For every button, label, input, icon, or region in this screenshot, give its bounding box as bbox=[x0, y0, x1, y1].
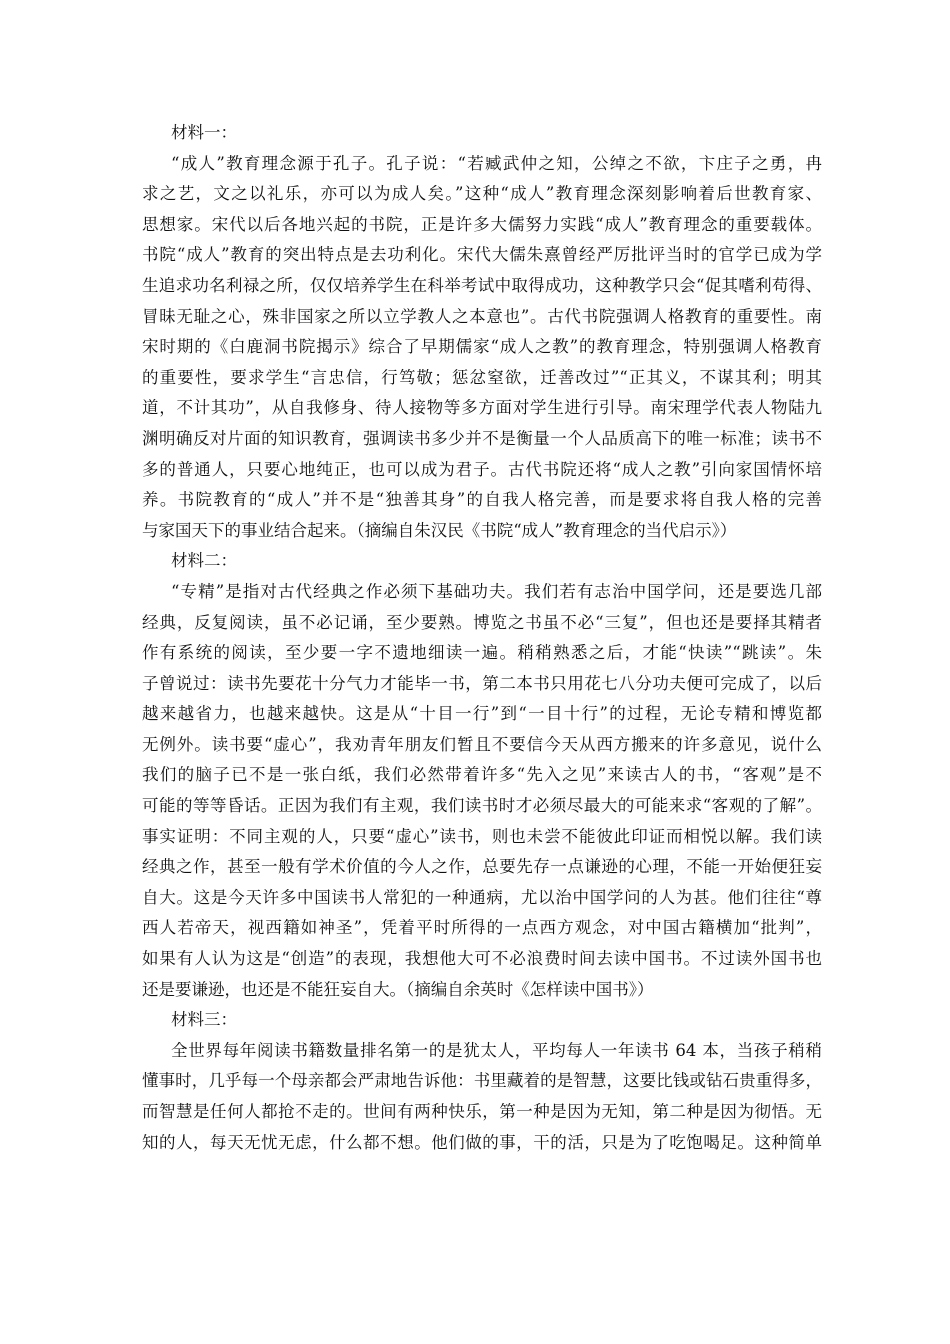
paragraph-line: 与家国天下的事业结合起来。（摘编自朱汉民《书院“成人”教育理念的当代启示》） bbox=[142, 520, 737, 540]
paragraph-line: 渊明确反对片面的知识教育，强调读书多少并不是衡量一个人品质高下的唯一标准；读书不 bbox=[142, 428, 822, 448]
paragraph-line: 的重要性，要求学生“言忠信，行笃敬；惩忿窒欲，迁善改过”“正其义，不谋其利；明其 bbox=[142, 367, 822, 387]
paragraph-line: 事实证明：不同主观的人，只要“虚心”读书，则也未尝不能彼此印证而相悦以解。我们读 bbox=[142, 826, 822, 846]
paragraph-line: 越来越省力，也越来越快。这是从“十目一行”到“一目十行”的过程，无论专精和博览都 bbox=[142, 704, 822, 724]
material-2-heading: 材料二： bbox=[171, 551, 237, 571]
paragraph-line: “专精”是指对古代经典之作必须下基础功夫。我们若有志治中国学问，还是要选几部 bbox=[171, 581, 822, 601]
paragraph-line: “成人”教育理念源于孔子。孔子说：“若臧武仲之知，公绰之不欲，卞庄子之勇，冉 bbox=[171, 153, 822, 173]
paragraph-line: 生追求功名利禄之所，仅仅培养学生在科举考试中取得成功，这种教学只会“促其嗜利苟得、 bbox=[142, 275, 822, 295]
paragraph-line: 子曾说过：读书先要花十分气力才能毕一书，第二本书只用花七八分功夫便可完成了，以后 bbox=[142, 673, 822, 693]
paragraph-line: 思想家。宋代以后各地兴起的书院，正是许多大儒努力实践“成人”教育理念的重要载体。 bbox=[142, 214, 822, 234]
paragraph-line: 经典，反复阅读，虽不必记诵，至少要熟。博览之书虽不必“三复”，但也还是要择其精者 bbox=[142, 612, 822, 632]
paragraph-line: 作有系统的阅读，至少要一字不遗地细读一遍。稍稍熟悉之后，才能“快读”“跳读”。朱 bbox=[142, 643, 822, 663]
paragraph-line: 求之艺，文之以礼乐，亦可以为成人矣。”这种“成人”教育理念深刻影响着后世教育家、 bbox=[142, 184, 822, 204]
paragraph-line: 冒昧无耻之心，殊非国家之所以立学教人之本意也”。古代书院强调人格教育的重要性。南 bbox=[142, 306, 822, 326]
document-page bbox=[142, 118, 822, 1158]
paragraph-line: 养。书院教育的“成人”并不是“独善其身”的自我人格完善，而是要求将自我人格的完善 bbox=[142, 490, 822, 510]
paragraph-line: 经典之作，甚至一般有学术价值的今人之作，总要先存一点谦逊的心理，不能一开始便狂妄 bbox=[142, 857, 822, 877]
material-3-heading: 材料三： bbox=[171, 1010, 237, 1030]
paragraph-line: 多的普通人，只要心地纯正，也可以成为君子。古代书院还将“成人之教”引向家国情怀培 bbox=[142, 459, 822, 479]
paragraph-line: 还是要谦逊，也还是不能狂妄自大。（摘编自余英时《怎样读中国书》） bbox=[142, 979, 654, 999]
paragraph-line: 如果有人认为这是“创造”的表现，我想他大可不必浪费时间去读中国书。不过读外国书也 bbox=[142, 949, 822, 969]
paragraph-line: 知的人，每天无忧无虑，什么都不想。他们做的事，干的活，只是为了吃饱喝足。这种简单 bbox=[142, 1132, 822, 1152]
material-2-body bbox=[142, 577, 822, 1005]
paragraph-line: 书院“成人”教育的突出特点是去功利化。宋代大儒朱熹曾经严厉批评当时的官学已成为学 bbox=[142, 245, 822, 265]
paragraph-line: 我们的脑子已不是一张白纸，我们必然带着许多“先入之见”来读古人的书，“客观”是不 bbox=[142, 765, 822, 785]
paragraph-line: 自大。这是今天许多中国读书人常犯的一种通病，尤以治中国学问的人为甚。他们往往“尊 bbox=[142, 887, 822, 907]
material-1-body bbox=[142, 149, 822, 547]
paragraph-line: 宋时期的《白鹿洞书院揭示》综合了早期儒家“成人之教”的教育理念，特别强调人格教育 bbox=[142, 337, 822, 357]
paragraph-line: 可能的等等昏话。正因为我们有主观，我们读书时才必须尽最大的可能来求“客观的了解”。 bbox=[142, 796, 822, 816]
paragraph-line: 懂事时，几乎每一个母亲都会严肃地告诉他：书里藏着的是智慧，这要比钱或钻石贵重得多， bbox=[142, 1071, 822, 1091]
paragraph-line: 全世界每年阅读书籍数量排名第一的是犹太人，平均每人一年读书 64 本，当孩子稍稍 bbox=[171, 1040, 822, 1060]
paragraph-line: 西人若帝天，视西籍如神圣”，凭着平时所得的一点西方观念，对中国古籍横加“批判”， bbox=[142, 918, 822, 938]
paragraph-line: 而智慧是任何人都抢不走的。世间有两种快乐，第一种是因为无知，第二种是因为彻悟。无 bbox=[142, 1102, 822, 1121]
paragraph-line: 道，不计其功”，从自我修身、待人接物等多方面对学生进行引导。南宋理学代表人物陆九 bbox=[142, 398, 822, 418]
material-1-heading: 材料一： bbox=[171, 123, 237, 142]
material-3-body bbox=[142, 1036, 822, 1158]
paragraph-line: 无例外。读书要“虚心”，我劝青年朋友们暂且不要信今天从西方搬来的许多意见，说什么 bbox=[142, 734, 822, 754]
